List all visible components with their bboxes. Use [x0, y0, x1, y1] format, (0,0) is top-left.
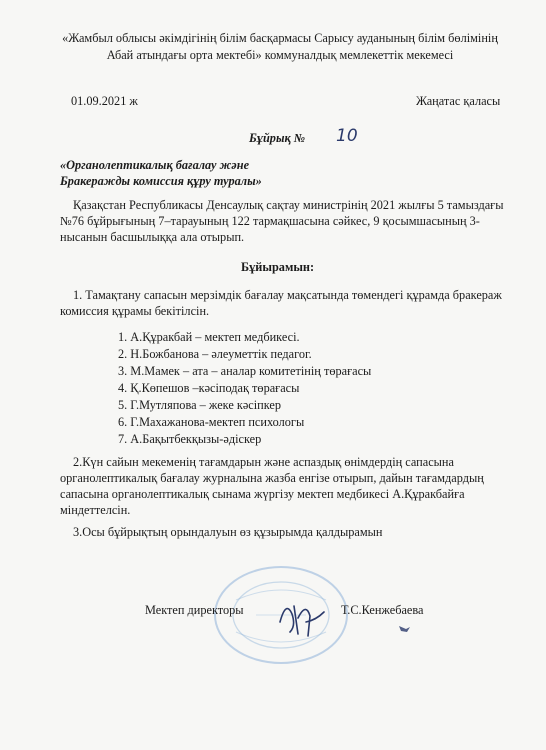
point2-line-3: сапасына органолептикалық сынама жүргізу мектеп медбикесі А.Құракбайға: [60, 487, 465, 501]
order-place: Жаңатас қаласы: [416, 94, 501, 108]
header-line-2: Абай атындағы орта мектебі» коммуналдық мемлекеттік мекемесі: [106, 48, 454, 62]
point3-line: 3.Осы бұйрықтың орындалуын өз құзырымда қалдырамын: [73, 525, 383, 539]
order-number-handwritten: 10: [336, 126, 358, 146]
signature-position: Мектеп директоры: [145, 603, 244, 617]
signature-name: Т.С.Кенжебаева: [341, 603, 424, 617]
ink-mark: [398, 624, 412, 634]
point2-line-2: органолептикалық бағалау журналына жазба енгізе отырып, дайын тағамдардың: [60, 471, 484, 485]
point2-line-1: 2.Күн сайын мекеменің тағамдарын және аспаздық өнімдердің сапасына: [73, 455, 454, 469]
preamble-line-2: №76 бұйрығының 7–тарауының 122 тармақшасына сәйкес, 9 қосымшасының 3-: [60, 214, 480, 228]
member-item: 3. М.Мамек – ата – аналар комитетінің төрағасы: [118, 364, 372, 378]
subject-line-2: Бракеражды комиссия құру туралы»: [60, 174, 262, 188]
member-item: 1. А.Құракбай – мектеп медбикесі.: [118, 330, 300, 344]
preamble-line-3: нысанын басшылыққа ала отырып.: [60, 230, 245, 244]
member-item: 6. Г.Махажанова-мектеп психологы: [118, 415, 305, 429]
preamble-line-1: Қазақстан Республикасы Денсаулық сақтау министрінің 2021 жылғы 5 тамыздағы: [73, 198, 504, 212]
handwritten-signature: [272, 592, 332, 642]
point2-line-4: міндеттелсін.: [60, 503, 131, 517]
point1-line-2: комиссия құрамы бекітілсін.: [60, 304, 210, 318]
member-item: 5. Г.Мутляпова – жеке кәсіпкер: [118, 398, 282, 412]
subject-line-1: «Органолептикалық бағалау және: [60, 158, 250, 172]
member-item: 4. Қ.Көпешов –кәсіподақ төрағасы: [118, 381, 300, 395]
header-line-1: «Жамбыл облысы әкімдігінің білім басқармасы Сарысу ауданының білім бөлімінің: [62, 31, 498, 45]
member-item: 2. Н.Божбанова – әлеуметтік педагог.: [118, 347, 312, 361]
decree-word: Бұйырамын:: [241, 260, 315, 274]
order-date: 01.09.2021 ж: [71, 94, 138, 108]
order-title: Бұйрық №: [249, 131, 306, 145]
member-item: 7. А.Бақытбекқызы-әдіскер: [118, 432, 262, 446]
point1-line-1: 1. Тамақтану сапасын мерзімдік бағалау мақсатында төмендегі құрамда бракераж: [73, 288, 502, 302]
